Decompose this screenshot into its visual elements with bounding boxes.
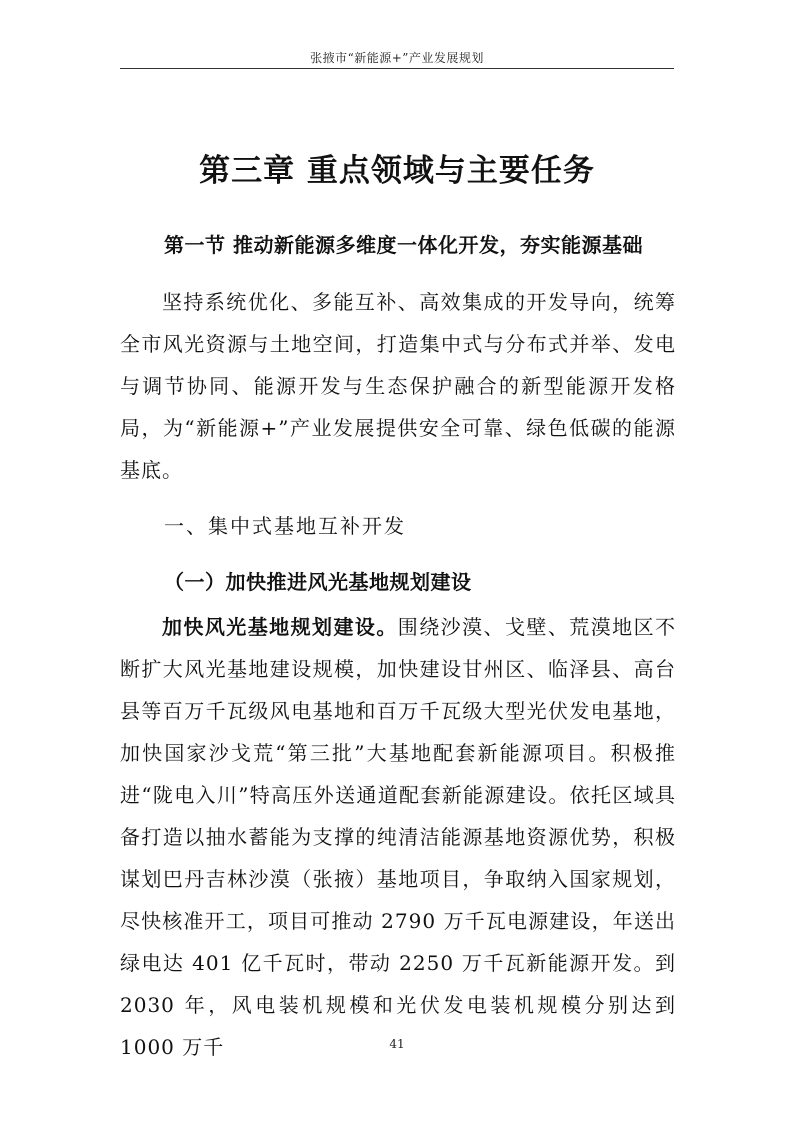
section-intro-paragraph: 坚持系统优化、多能互补、高效集成的开发导向，统筹全市风光资源与土地空间，打造集中式与分布式并举、发电与调节协同、能源开发与生态保护融合的新型能源开发格局，为“新能源+”产业发展提供安全可靠、绿色低碳的能源基底。	[120, 290, 676, 482]
body-paragraph	[120, 606, 676, 1068]
paragraph-lead: 加快风光基地规划建设。	[162, 615, 398, 639]
running-header: 张掖市“新能源+”产业发展规划	[310, 51, 484, 65]
subsection-heading: 一、集中式基地互补开发	[164, 514, 406, 538]
subsubsection-heading: （一）加快推进风光基地规划建设	[164, 570, 472, 594]
header-divider	[120, 68, 674, 69]
paragraph-body: 围绕沙漠、戈壁、荒漠地区不断扩大风光基地建设规模，加快建设甘州区、临泽县、高台县等百万千瓦级风电基地和百万千瓦级大型光伏发电基地，加快国家沙戈荒“第三批”大基地配套新能源项目。积极推进“陇电入川”特高压外送通道配套新能源建设。依托区域具备打造以抽水蓄能为支撑的纯清洁能源基地资源优势，积极谋划巴丹吉林沙漠（张掖）基地项目，争取纳入国家规划，尽快核准开工，项目可推动 2790 万千瓦电源建设，年送出绿电达 401 亿千瓦时，带动 2250 万千瓦新能源开发。到 2030 年，风电装机规模和光伏发电装机规模分别达到 1000 万千	[120, 615, 677, 1059]
section-title: 第一节 推动新能源多维度一体化开发，夯实能源基础	[164, 233, 643, 257]
page-number: 41	[389, 1037, 405, 1051]
chapter-title: 第三章 重点领域与主要任务	[199, 153, 595, 189]
